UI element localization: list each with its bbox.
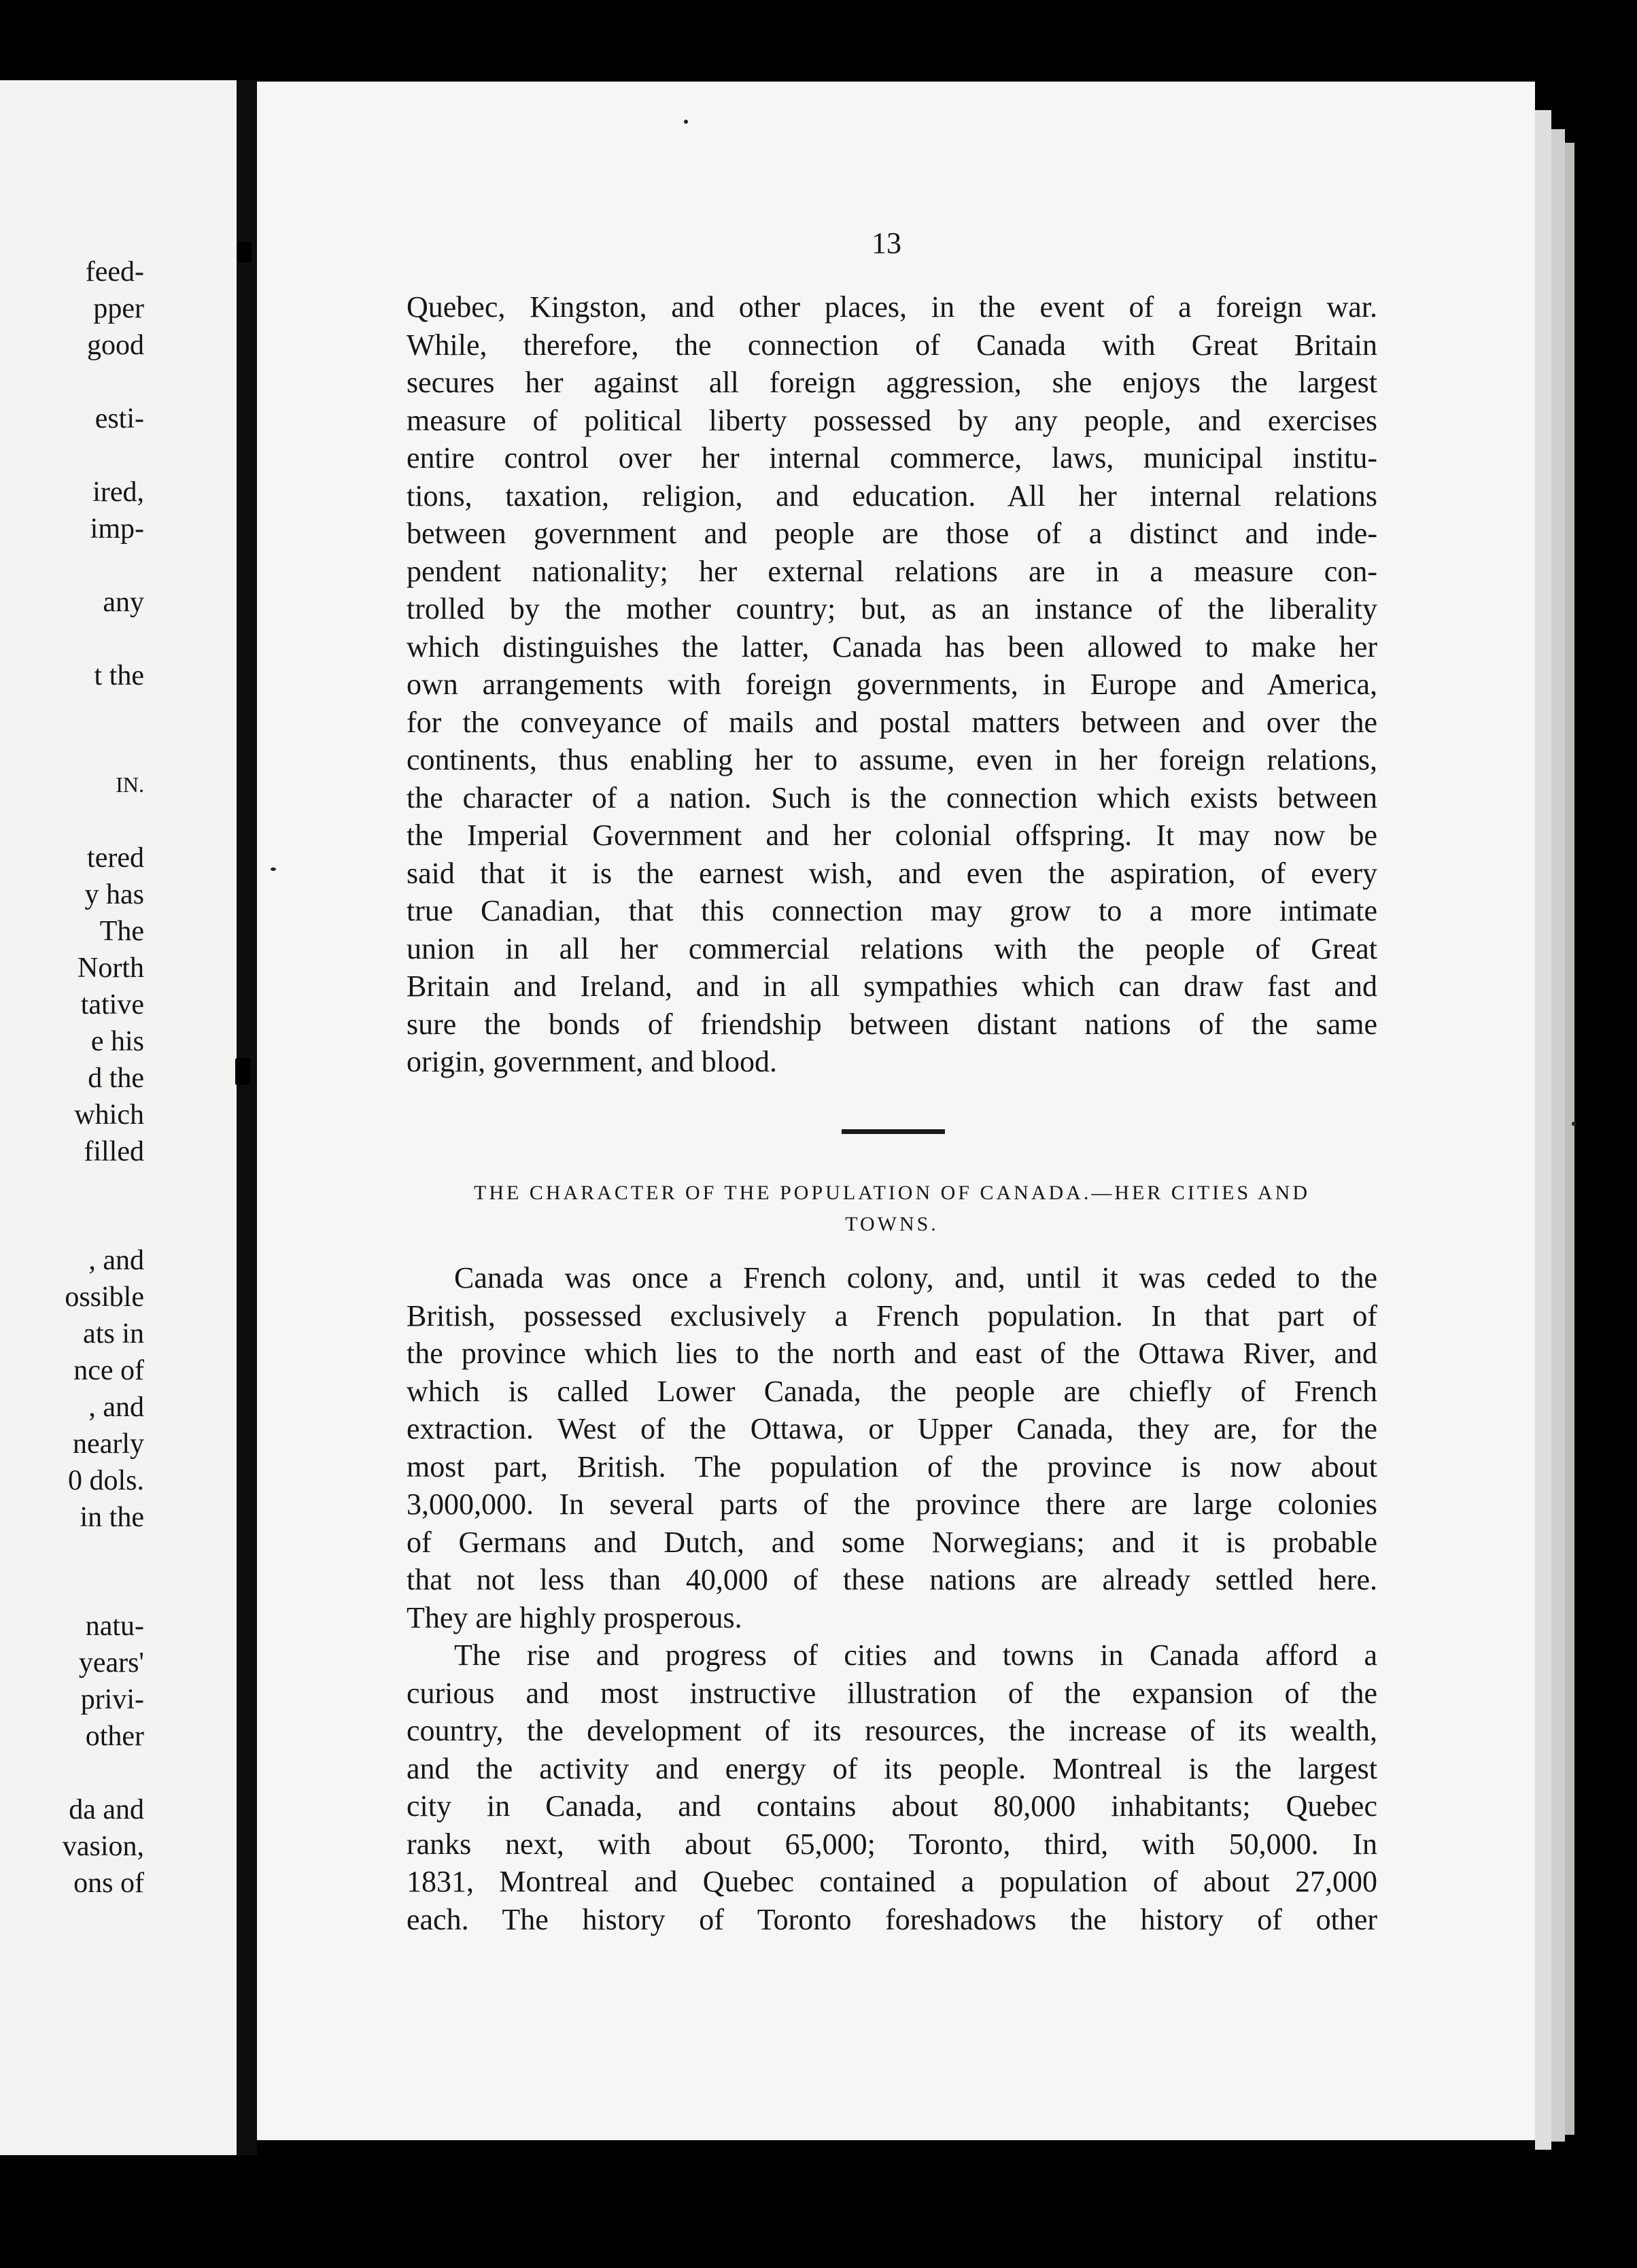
- text-line: extraction. West of the Ottawa, or Upper Canada, they are, for the: [407, 1412, 1377, 1445]
- text-line: each. The history of Toronto foreshadows the history of other: [407, 1902, 1377, 1936]
- text-line: Britain and Ireland, and in all sympathies which can draw fast and: [407, 969, 1377, 1003]
- text-line: own arrangements with foreign governments, in Europe and America,: [407, 668, 1377, 701]
- paragraph-connection: [407, 288, 1377, 1081]
- left-fragment: feed-: [85, 256, 144, 288]
- left-fragment: 0 dols.: [67, 1465, 144, 1496]
- left-fragment: filled: [84, 1136, 144, 1167]
- left-fragment: ats in: [83, 1318, 144, 1350]
- text-line: and the activity and energy of its people. Montreal is the largest: [407, 1751, 1377, 1785]
- left-fragment: vasion,: [62, 1831, 144, 1862]
- left-fragment: IN.: [116, 772, 144, 797]
- text-line: the Imperial Government and her colonial offspring. It may now be: [407, 819, 1377, 852]
- text-line: The rise and progress of cities and towns in Canada afford a: [454, 1638, 1377, 1672]
- left-fragment: North: [77, 952, 144, 984]
- left-fragment: e his: [90, 1026, 144, 1057]
- text-line: the character of a nation. Such is the connection which exists between: [407, 780, 1377, 814]
- binding-gutter: [237, 80, 257, 2155]
- left-fragment: ired,: [92, 477, 144, 508]
- left-fragment: d the: [88, 1063, 144, 1094]
- left-fragment: any: [103, 587, 144, 618]
- left-fragment: tative: [80, 989, 144, 1020]
- text-line: which is called Lower Canada, the people are chiefly of French: [407, 1374, 1377, 1408]
- text-line: pendent nationality; her external relations are in a measure con-: [407, 554, 1377, 588]
- left-fragment: , and: [88, 1245, 144, 1276]
- text-line: union in all her commercial relations with the people of Great: [407, 931, 1377, 965]
- text-line: origin, government, and blood.: [407, 1045, 778, 1078]
- text-line: trolled by the mother country; but, as an instance of the liberality: [407, 592, 1377, 625]
- text-line: country, the development of its resources, the increase of its wealth,: [407, 1714, 1377, 1747]
- text-line: secures her against all foreign aggression, she enjoys the largest: [407, 366, 1377, 399]
- left-fragment: tered: [87, 842, 144, 874]
- left-fragment: nearly: [73, 1428, 144, 1460]
- scan-speck: [684, 120, 688, 124]
- text-line: They are highly prosperous.: [407, 1600, 742, 1634]
- text-line: British, possessed exclusively a French population. In that part of: [407, 1299, 1377, 1333]
- left-fragment: esti-: [94, 403, 144, 434]
- text-line: of Germans and Dutch, and some Norwegians; and it is probable: [407, 1525, 1377, 1559]
- text-line: tions, taxation, religion, and education. All her internal relations: [407, 479, 1377, 513]
- text-line: ranks next, with about 65,000; Toronto, third, with 50,000. In: [407, 1827, 1377, 1861]
- left-fragment: in the: [80, 1502, 144, 1533]
- left-fragment: nce of: [73, 1355, 144, 1386]
- scan-speck: [271, 867, 276, 871]
- page-edge: [1535, 110, 1551, 2150]
- left-fragment: pper: [93, 293, 144, 324]
- text-line: that not less than 40,000 of these nations are already settled here.: [407, 1563, 1377, 1596]
- text-line: sure the bonds of friendship between distant nations of the same: [407, 1007, 1377, 1041]
- heading-line: TOWNS.: [845, 1213, 939, 1235]
- text-line: curious and most instructive illustration of the expansion of the: [407, 1676, 1377, 1710]
- text-line: 3,000,000. In several parts of the province there are large colonies: [407, 1488, 1377, 1521]
- text-line: city in Canada, and contains about 80,000 inhabitants; Quebec: [407, 1789, 1377, 1823]
- text-line: Quebec, Kingston, and other places, in the event of a foreign war.: [407, 290, 1377, 324]
- left-page-text: [0, 80, 144, 2155]
- page-number: 13: [872, 226, 901, 260]
- binding-clip: [235, 1058, 250, 1085]
- text-line: said that it is the earnest wish, and even the aspiration, of every: [407, 856, 1377, 890]
- binding-clip: [237, 242, 252, 262]
- section-divider: [842, 1129, 945, 1134]
- page-edge: [1551, 129, 1565, 2142]
- left-page: [0, 80, 241, 2155]
- left-fragment: privi-: [80, 1684, 144, 1715]
- text-line: continents, thus enabling her to assume, even in her foreign relations,: [407, 743, 1377, 776]
- scan-speck: [1572, 1122, 1576, 1126]
- page-edge: [1565, 143, 1574, 2135]
- text-line: between government and people are those of a distinct and inde-: [407, 517, 1377, 550]
- paragraph-population: [407, 1259, 1377, 1938]
- text-line: While, therefore, the connection of Canada with Great Britain: [407, 328, 1377, 362]
- left-fragment: good: [87, 330, 144, 361]
- text-line: true Canadian, that this connection may grow to a more intimate: [407, 894, 1377, 927]
- left-fragment: other: [85, 1721, 144, 1752]
- text-line: which distinguishes the latter, Canada has been allowed to make her: [407, 630, 1377, 664]
- left-fragment: , and: [88, 1392, 144, 1423]
- left-fragment: ons of: [73, 1868, 144, 1899]
- left-fragment: t the: [94, 660, 144, 691]
- text-line: the province which lies to the north and east of the Ottawa River, and: [407, 1337, 1377, 1370]
- text-line: 1831, Montreal and Quebec contained a population of about 27,000: [407, 1865, 1377, 1898]
- heading-line: THE CHARACTER OF THE POPULATION OF CANADA.—HER CITIES AND: [474, 1182, 1310, 1204]
- text-line: measure of political liberty possessed by any people, and exercises: [407, 403, 1377, 437]
- left-fragment: The: [99, 916, 144, 947]
- text-line: Canada was once a French colony, and, until it was ceded to the: [454, 1261, 1377, 1294]
- left-fragment: years': [78, 1647, 144, 1679]
- section-heading: [407, 1178, 1377, 1240]
- text-line: for the conveyance of mails and postal matters between and over the: [407, 705, 1377, 739]
- text-line: entire control over her internal commerce, laws, municipal institu-: [407, 441, 1377, 475]
- text-line: most part, British. The population of the province is now about: [407, 1449, 1377, 1483]
- left-fragment: which: [74, 1099, 144, 1131]
- left-fragment: natu-: [85, 1611, 144, 1642]
- left-fragment: ossible: [65, 1282, 144, 1313]
- left-fragment: y has: [84, 879, 144, 910]
- left-fragment: imp-: [90, 513, 144, 545]
- left-fragment: da and: [69, 1794, 144, 1825]
